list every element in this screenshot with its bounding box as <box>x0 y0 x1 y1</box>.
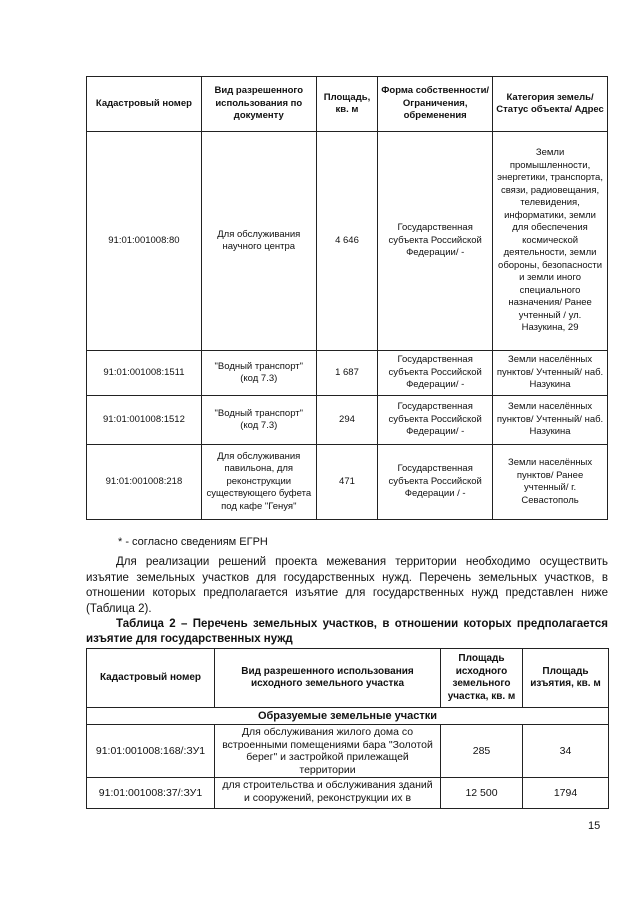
cell-use: Для обслуживания жилого дома со встроенными помещениями бара "Золотой берег" и застройкой прилежащей территории <box>215 725 441 778</box>
header-area-source: Площадь исходного земельного участка, кв. м <box>441 649 523 708</box>
cell-area-source: 12 500 <box>441 778 523 809</box>
cell-area-taken: 34 <box>523 725 609 778</box>
cell-ownership: Государственная субъекта Российской Федерации/ - <box>378 396 493 445</box>
header-cadastral: Кадастровый номер <box>87 77 202 132</box>
table-subheader-row <box>87 708 609 725</box>
table-row <box>87 445 608 520</box>
cell-category: Земли населённых пунктов/ Учтенный/ наб. Назукина <box>493 351 608 396</box>
cell-ownership: Государственная субъекта Российской Федерации/ - <box>378 351 493 396</box>
header-ownership: Форма собственности/ Ограничения, обременения <box>378 77 493 132</box>
header-area: Площадь, кв. м <box>316 77 378 132</box>
body-paragraph <box>86 555 608 617</box>
cell-use: "Водный транспорт" (код 7.3) <box>201 396 316 445</box>
cell-area: 471 <box>316 445 378 520</box>
cell-ownership: Государственная субъекта Российской Федерации / - <box>378 445 493 520</box>
cell-use: для строительства и обслуживания зданий и сооружений, реконструкции их в <box>215 778 441 809</box>
seizure-table <box>86 648 609 809</box>
cell-use: "Водный транспорт" (код 7.3) <box>201 351 316 396</box>
cell-cadastral: 91:01:001008:168/:ЗУ1 <box>87 725 215 778</box>
table-row <box>87 132 608 351</box>
cell-category: Земли населённых пунктов/ Учтенный/ наб. Назукина <box>493 396 608 445</box>
paragraph-text: Для реализации решений проекта межевания территории необходимо осуществить изъятие земельных участков для государственных нужд. Перечень земельных участков, в отношении которых предполагается изъятие для государственных нужд представлен ниже (Таблица 2). <box>86 556 608 615</box>
cell-category: Земли населённых пунктов/ Ранее учтенный/ г. Севастополь <box>493 445 608 520</box>
cell-area: 294 <box>316 396 378 445</box>
land-plots-table <box>86 76 608 520</box>
cell-cadastral: 91:01:001008:37/:ЗУ1 <box>87 778 215 809</box>
header-use: Вид разрешенного использования исходного земельного участка <box>215 649 441 708</box>
cell-cadastral: 91:01:001008:80 <box>87 132 202 351</box>
cell-area-taken: 1794 <box>523 778 609 809</box>
header-area-taken: Площадь изъятия, кв. м <box>523 649 609 708</box>
page-number: 15 <box>588 820 601 832</box>
header-use: Вид разрешенного использования по документу <box>201 77 316 132</box>
cell-ownership: Государственная субъекта Российской Федерации/ - <box>378 132 493 351</box>
table-row <box>87 725 609 778</box>
table-row <box>87 778 609 809</box>
caption-text: Таблица 2 – Перечень земельных участков, в отношении которых предполагается изъятие для государственных нужд <box>86 618 608 645</box>
cell-area: 1 687 <box>316 351 378 396</box>
table-header-row <box>87 77 608 132</box>
table-row <box>87 351 608 396</box>
cell-use: Для обслуживания научного центра <box>201 132 316 351</box>
cell-area-source: 285 <box>441 725 523 778</box>
cell-category: Земли промышленности, энергетики, транспорта, связи, радиовещания, телевидения, информатики, земли для обеспечения космической деятельности, земли обороны, безопасности и земли иного специального назначения/ Ранее учтенный / ул. Назукина, 29 <box>493 132 608 351</box>
table-header-row <box>87 649 609 708</box>
cell-use: Для обслуживания павильона, для реконструкции существующего буфета под кафе "Генуя" <box>201 445 316 520</box>
subheader: Образуемые земельные участки <box>87 708 609 725</box>
table-row <box>87 396 608 445</box>
cell-cadastral: 91:01:001008:218 <box>87 445 202 520</box>
cell-cadastral: 91:01:001008:1511 <box>87 351 202 396</box>
cell-area: 4 646 <box>316 132 378 351</box>
table-caption <box>86 617 608 647</box>
cell-cadastral: 91:01:001008:1512 <box>87 396 202 445</box>
header-category: Категория земель/ Статус объекта/ Адрес <box>493 77 608 132</box>
header-cadastral: Кадастровый номер <box>87 649 215 708</box>
footnote: * - согласно сведениям ЕГРН <box>118 536 268 548</box>
